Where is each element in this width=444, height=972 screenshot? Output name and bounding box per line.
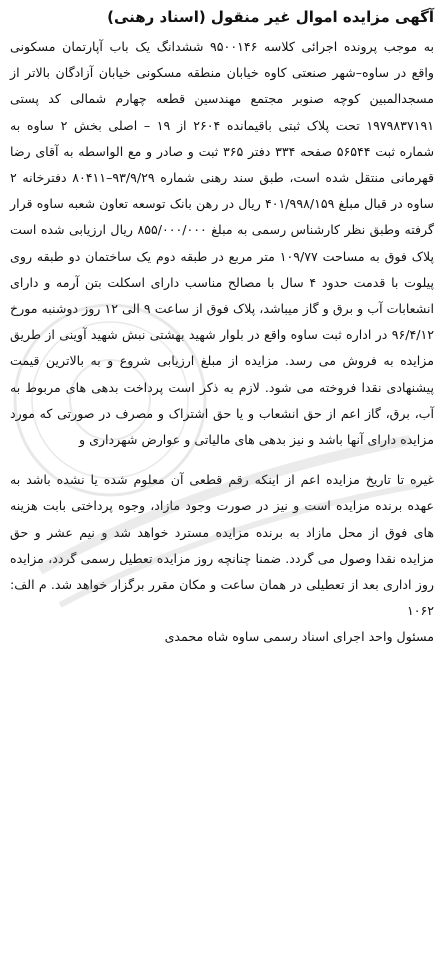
notice-signature: مسئول واحد اجرای اسناد رسمی ساوه شاه محمدی bbox=[164, 629, 434, 645]
notice-paragraph-1: به موجب پرونده اجرائی کلاسه ۹۵۰۰۱۴۶ ششدانگ یک باب آپارتمان مسکونی واقع در ساوه–شهر صنعتی کاوه خیابان منطقه مسکونی خیابان آزادگان بالاتر از مسجدالمبین کوچه صنوبر مجتمع مهندسین قطعه چهارم شمالی کد پستی ۱۹۷۹۸۳۷۱۹۱ تحت پلاک ثبتی باقیمانده ۲۶۰۴ از ۱۹ – اصلی بخش ۲ ساوه به شماره ثبت ۵۶۵۴۴ صفحه ۳۳۴ دفتر ۳۶۵ ثبت و صادر و مع الواسطه به آقای رضا قهرمانی منتقل شده است، طبق سند رهنی شماره ۹۳/۹/۲۹–۸۰۴۱۱ دفترخانه ۲ ساوه در قبال مبلغ ۴۰۱/۹۹۸/۱۵۹ ریال در رهن بانک توسعه تعاون شعبه ساوه قرار گرفته وطبق نظر کارشناس رسمی به مبلغ ۸۵۵/۰۰۰/۰۰۰ ریال ارزیابی شده است پلاک فوق به مساحت ۱۰۹/۷۷ متر مربع در طبقه دوم یک ساختمان دو طبقه روی پیلوت با قدمت حدود ۴ سال با مصالح مناسب دارای اسکلت بتن آرمه و دارای انشعابات آب و برق و گاز میباشد، پلاک فوق از ساعت ۹ الی ۱۲ روز دوشنبه مورخ ۹۶/۴/۱۲ در اداره ثبت ساوه واقع در بلوار شهید بهشتی نبش شهید آوینی از طریق مزایده به فروش می رسد. مزایده از مبلغ ارزیابی شروع و به بالاترین قیمت پیشنهادی نقدا فروخته می شود. لازم به ذکر است پرداخت بدهی های مربوط به آب، برق، گاز اعم از حق انشعاب و یا حق اشتراک و مصرف در صورتی که مورد مزایده دارای آنها باشد و نیز بدهی های مالیاتی و عوارض شهرداری و bbox=[10, 39, 435, 448]
notice-paragraph-2: غیره تا تاریخ مزایده اعم از اینکه رقم قطعی آن معلوم شده یا نشده باشد به عهده برنده مزایده است و نیز در صورت وجود مازاد، وجوه پرداختی بابت هزینه های فوق از محل مازاد به برنده مزایده مسترد خواهد شد و نیم عشر و حق مزایده نقدا وصول می گردد. ضمنا چنانچه روز مزایده تعطیل رسمی گردد، مزایده روز اداری بعد از تعطیلی در همان ساعت و مکان مقرر برگزار خواهد شد. م الف: ۱۰۶۲ bbox=[10, 472, 434, 619]
notice-title: آگهی مزایده اموال غیر منقول (اسناد رهنی) bbox=[107, 8, 434, 26]
